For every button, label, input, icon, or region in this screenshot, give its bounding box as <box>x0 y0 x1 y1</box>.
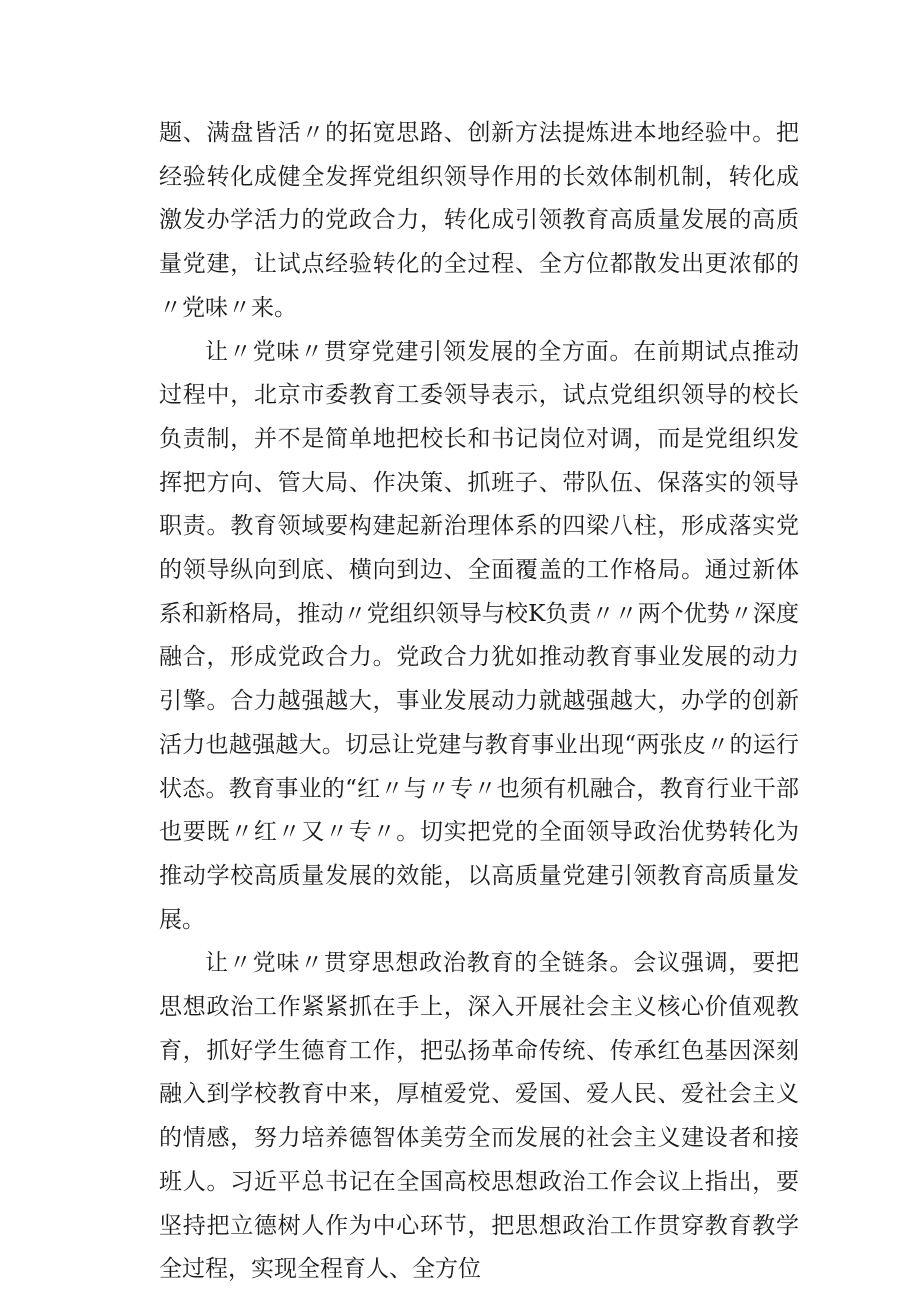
paragraph-ideological-education: 让〃党味〃贯穿思想政治教育的全链条。会议强调，要把思想政治工作紧紧抓在手上，深入开展社会主义核心价值观教育，抓好学生德育工作，把弘扬革命传统、传承红色基因深刻融入到学校教育中来，厚植爱党、爱国、爱人民、爱社会主义的情感，努力培养德智体美劳全而发展的社会主义建设者和接班人。习近平总书记在全国高校思想政治工作会议上指出，要坚持把立德树人作为中心环节，把思想政治工作贯穿教育教学全过程，实现全程育人、全方位 <box>159 950 799 1283</box>
body-text <box>159 112 799 1292</box>
paragraph-party-leadership: 让〃党味〃贯穿党建引领发展的全方面。在前期试点推动过程中，北京市委教育工委领导表示，试点党组织领导的校长负责制，并不是简单地把校长和书记岗位对调，而是党组织发挥把方向、管大局、作决策、抓班子、带队伍、保落实的领导职责。教育领域要构建起新治理体系的四梁八柱，形成落实党的领导纵向到底、横向到边、全面覆盖的工作格局。通过新体系和新格局，推动〃党组织领导与校K负责〃〃两个优势〃深度融合，形成党政合力。党政合力犹如推动教育事业发展的动力引擎。合力越强越大，事业发展动力就越强越大，办学的创新活力也越强越大。切忌让党建与教育事业出现“两张皮〃的运行状态。教育事业的“红〃与〃专〃也须有机融合，教育行业干部也要既〃红〃又〃专〃。切实把党的全面领导政治优势转化为推动学校高质量发展的效能，以高质量党建引领教育高质量发展。 <box>159 338 799 933</box>
paragraph-continued: 题、满盘皆活〃的拓宽思路、创新方法提炼进本地经验中。把经验转化成健全发挥党组织领导作用的长效体制机制，转化成激发办学活力的党政合力，转化成引领教育高质量发展的高质量党建，让试点经验转化的全过程、全方位都散发出更浓郁的〃党味〃来。 <box>159 120 799 321</box>
